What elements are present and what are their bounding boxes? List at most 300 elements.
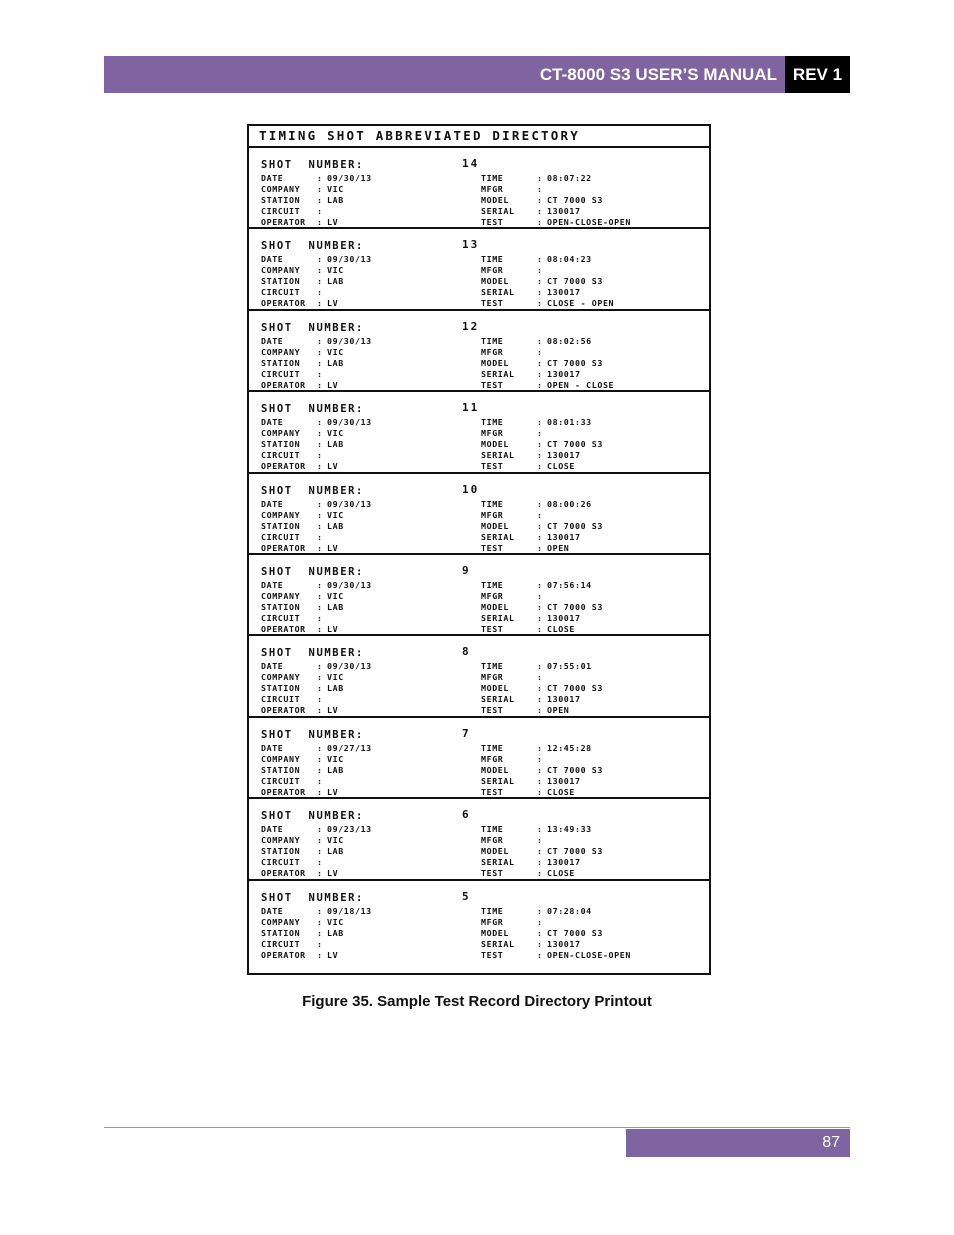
field-row-date [261,254,372,265]
field-separator: : [537,287,543,298]
field-row-test [481,624,603,635]
field-row-time [481,824,603,835]
field-value-company: VIC [327,265,344,276]
field-value-time: 07:56:14 [547,579,592,590]
field-label-serial: SERIAL [481,694,515,705]
field-value-operator: LV [327,786,339,797]
field-label-test: TEST [481,217,504,227]
field-label-date: DATE [261,173,284,183]
field-row-company [261,672,372,683]
field-row-station [261,602,372,613]
shot-number-label: SHOT NUMBER: [261,159,364,171]
field-separator: : [317,276,323,287]
field-label-serial: SERIAL [481,612,515,623]
field-separator: : [317,623,323,634]
field-label-circuit: CIRCUIT [261,938,301,949]
field-label-company: COMPANY [261,184,301,194]
field-value-model: CT 7000 S3 [547,195,603,205]
field-value-time: 08:00:26 [547,498,592,509]
field-value-date: 09/27/13 [327,742,372,753]
field-row-station [261,928,372,939]
field-separator: : [317,531,323,542]
field-label-station: STATION [261,601,301,612]
field-label-circuit: CIRCUIT [261,694,301,705]
field-separator: : [317,938,323,949]
field-separator: : [317,439,323,450]
field-row-test [481,868,603,879]
field-separator: : [537,579,543,590]
field-separator: : [317,742,323,753]
field-row-station [261,521,372,532]
field-separator: : [537,623,543,634]
shot-record [249,148,709,229]
field-value-serial: 130017 [547,938,581,949]
field-label-circuit: CIRCUIT [261,857,301,868]
field-row-test [481,950,631,961]
field-separator: : [537,173,543,183]
field-value-date: 09/30/13 [327,254,372,265]
field-separator: : [537,206,543,216]
field-separator: : [537,753,543,764]
shot-record [249,474,709,555]
field-separator: : [317,184,323,194]
field-separator: : [537,661,543,672]
left-field-column [261,336,372,391]
field-row-station [261,439,372,450]
shot-number-value: 13 [462,238,480,252]
field-row-company [261,265,372,276]
field-separator: : [317,868,323,879]
field-separator: : [317,905,323,916]
field-row-model [481,683,603,694]
shot-number-value: 11 [462,401,480,415]
field-value-serial: 130017 [547,531,581,542]
field-row-time [481,499,603,510]
field-value-model: CT 7000 S3 [547,520,603,531]
field-row-model [481,439,603,450]
field-row-serial [481,857,603,868]
shot-number-label: SHOT NUMBER: [261,321,364,334]
field-separator: : [537,428,543,439]
field-value-company: VIC [327,753,344,764]
figure-caption: Figure 35. Sample Test Record Directory Printout [302,993,652,1010]
left-field-column [261,417,372,472]
field-value-station: LAB [327,927,344,938]
field-value-time: 07:28:04 [547,905,592,916]
field-label-date: DATE [261,742,284,753]
field-label-model: MODEL [481,927,509,938]
right-field-column [481,417,603,472]
field-separator: : [317,335,323,346]
field-row-operator [261,461,372,472]
field-row-mfgr [481,510,603,521]
right-field-column [481,824,603,879]
field-label-operator: OPERATOR [261,786,306,797]
field-row-mfgr [481,347,614,358]
header-bar [104,56,785,93]
field-row-model [481,602,603,613]
right-field-column [481,743,603,798]
field-value-time: 08:02:56 [547,335,592,346]
field-separator: : [537,857,543,868]
field-value-station: LAB [327,276,344,287]
field-value-test: CLOSE [547,623,575,634]
field-label-station: STATION [261,764,301,775]
page-number: 87 [822,1134,840,1151]
field-label-mfgr: MFGR [481,265,504,276]
field-row-mfgr [481,184,631,195]
field-label-mfgr: MFGR [481,590,504,601]
shot-number-label: SHOT NUMBER: [261,810,364,823]
field-separator: : [317,846,323,857]
field-separator: : [537,949,543,960]
field-label-test: TEST [481,623,504,634]
field-separator: : [317,949,323,960]
field-separator: : [537,357,543,368]
field-value-station: LAB [327,357,344,368]
field-label-mfgr: MFGR [481,672,504,683]
field-separator: : [537,195,543,205]
field-separator: : [317,417,323,428]
left-field-column [261,824,372,879]
field-row-circuit [261,776,372,787]
field-row-time [481,254,614,265]
field-label-operator: OPERATOR [261,217,306,227]
field-label-serial: SERIAL [481,206,515,216]
field-separator: : [317,498,323,509]
field-value-operator: LV [327,623,339,634]
printout-title: TIMING SHOT ABBREVIATED DIRECTORY [249,126,709,148]
field-value-date: 09/30/13 [327,498,372,509]
field-value-model: CT 7000 S3 [547,927,603,938]
field-label-operator: OPERATOR [261,461,306,472]
field-separator: : [317,509,323,520]
field-value-model: CT 7000 S3 [547,439,603,450]
field-label-time: TIME [481,254,504,265]
field-row-serial [481,532,603,543]
field-row-time [481,173,631,184]
field-separator: : [317,753,323,764]
field-row-circuit [261,694,372,705]
shot-number-value: 9 [462,563,471,577]
field-separator: : [317,346,323,357]
field-label-serial: SERIAL [481,857,515,868]
shot-number-label: SHOT NUMBER: [261,647,364,660]
field-value-station: LAB [327,520,344,531]
field-row-station [261,765,372,776]
field-value-model: CT 7000 S3 [547,276,603,287]
field-row-company [261,510,372,521]
field-row-serial [481,939,631,950]
field-row-circuit [261,613,372,624]
field-separator: : [317,173,323,183]
field-separator: : [537,379,543,390]
left-field-column [261,580,372,635]
field-value-model: CT 7000 S3 [547,357,603,368]
field-separator: : [537,775,543,786]
field-value-station: LAB [327,195,344,205]
field-value-operator: LV [327,217,339,227]
shot-number-label: SHOT NUMBER: [261,403,364,416]
field-value-operator: LV [327,461,339,472]
field-separator: : [537,542,543,553]
field-separator: : [537,590,543,601]
field-value-model: CT 7000 S3 [547,846,603,857]
field-label-station: STATION [261,276,301,287]
field-row-date [261,417,372,428]
field-label-date: DATE [261,905,284,916]
field-row-date [261,824,372,835]
field-label-date: DATE [261,254,284,265]
field-separator: : [537,868,543,879]
field-label-circuit: CIRCUIT [261,206,301,216]
field-value-date: 09/30/13 [327,579,372,590]
field-separator: : [317,217,323,227]
field-separator: : [537,786,543,797]
field-label-date: DATE [261,661,284,672]
field-label-time: TIME [481,579,504,590]
right-field-column [481,580,603,635]
field-separator: : [537,742,543,753]
field-separator: : [317,927,323,938]
shot-number-value: 10 [462,482,480,496]
field-value-model: CT 7000 S3 [547,683,603,694]
field-row-test [481,217,631,228]
field-value-company: VIC [327,184,344,194]
field-separator: : [537,346,543,357]
field-label-time: TIME [481,498,504,509]
field-label-mfgr: MFGR [481,916,504,927]
field-value-serial: 130017 [547,287,581,298]
field-value-operator: LV [327,298,339,309]
field-label-model: MODEL [481,195,509,205]
field-separator: : [537,927,543,938]
field-row-station [261,276,372,287]
field-row-operator [261,624,372,635]
footer-divider [104,1127,850,1128]
shot-number-label: SHOT NUMBER: [261,484,364,497]
field-separator: : [537,938,543,949]
field-row-circuit [261,450,372,461]
field-label-test: TEST [481,786,504,797]
field-separator: : [317,590,323,601]
field-label-model: MODEL [481,764,509,775]
right-field-column [481,173,631,228]
field-separator: : [537,417,543,428]
field-separator: : [537,764,543,775]
field-value-time: 07:55:01 [547,661,592,672]
field-row-mfgr [481,591,603,602]
field-value-operator: LV [327,379,339,390]
field-label-operator: OPERATOR [261,542,306,553]
field-separator: : [317,764,323,775]
field-separator: : [537,498,543,509]
field-label-company: COMPANY [261,590,301,601]
field-row-circuit [261,287,372,298]
field-separator: : [317,601,323,612]
field-label-circuit: CIRCUIT [261,368,301,379]
field-separator: : [317,824,323,835]
field-label-company: COMPANY [261,265,301,276]
left-field-column [261,906,372,961]
field-row-test [481,461,603,472]
field-separator: : [537,824,543,835]
field-separator: : [317,357,323,368]
left-field-column [261,743,372,798]
field-label-time: TIME [481,824,504,835]
field-row-test [481,705,603,716]
field-separator: : [537,276,543,287]
field-label-date: DATE [261,824,284,835]
field-row-mfgr [481,428,603,439]
field-label-company: COMPANY [261,509,301,520]
field-separator: : [537,450,543,461]
field-row-operator [261,787,372,798]
field-separator: : [317,379,323,390]
field-separator: : [537,265,543,276]
field-value-serial: 130017 [547,612,581,623]
field-label-station: STATION [261,357,301,368]
field-value-operator: LV [327,868,339,879]
field-row-company [261,591,372,602]
field-value-station: LAB [327,764,344,775]
field-label-operator: OPERATOR [261,705,306,716]
field-value-serial: 130017 [547,775,581,786]
field-value-date: 09/30/13 [327,417,372,428]
field-separator: : [317,672,323,683]
field-row-serial [481,450,603,461]
field-label-operator: OPERATOR [261,623,306,634]
field-label-mfgr: MFGR [481,184,504,194]
field-value-test: OPEN-CLOSE-OPEN [547,949,631,960]
field-label-test: TEST [481,542,504,553]
field-label-operator: OPERATOR [261,379,306,390]
field-row-circuit [261,369,372,380]
field-separator: : [537,672,543,683]
field-label-model: MODEL [481,520,509,531]
field-label-station: STATION [261,846,301,857]
field-label-serial: SERIAL [481,531,515,542]
field-row-operator [261,543,372,554]
field-separator: : [537,705,543,716]
field-label-station: STATION [261,439,301,450]
field-label-operator: OPERATOR [261,298,306,309]
field-separator: : [317,916,323,927]
revision-badge: REV 1 [785,56,850,93]
field-value-operator: LV [327,949,339,960]
field-separator: : [317,287,323,298]
field-value-time: 08:04:23 [547,254,592,265]
shot-number-value: 7 [462,726,471,740]
field-separator: : [537,335,543,346]
field-value-serial: 130017 [547,450,581,461]
field-label-circuit: CIRCUIT [261,450,301,461]
field-row-operator [261,868,372,879]
manual-title: CT-8000 S3 USER’S MANUAL [539,65,777,84]
field-row-date [261,173,372,184]
field-value-serial: 130017 [547,857,581,868]
field-row-time [481,661,603,672]
field-label-circuit: CIRCUIT [261,775,301,786]
field-label-circuit: CIRCUIT [261,531,301,542]
field-label-company: COMPANY [261,753,301,764]
shot-number-value: 8 [462,645,471,659]
field-value-company: VIC [327,672,344,683]
field-row-serial [481,369,614,380]
field-separator: : [537,835,543,846]
field-row-operator [261,298,372,309]
field-row-company [261,347,372,358]
field-label-company: COMPANY [261,672,301,683]
field-row-station [261,683,372,694]
field-label-model: MODEL [481,439,509,450]
field-label-test: TEST [481,705,504,716]
field-label-company: COMPANY [261,346,301,357]
left-field-column [261,254,372,309]
shot-record [249,392,709,473]
field-separator: : [317,195,323,205]
field-separator: : [537,905,543,916]
field-separator: : [317,579,323,590]
field-row-operator [261,217,372,228]
field-row-circuit [261,206,372,217]
field-value-serial: 130017 [547,368,581,379]
field-value-date: 09/30/13 [327,661,372,672]
record-list [249,148,709,962]
left-field-column [261,661,372,716]
field-value-operator: LV [327,542,339,553]
field-separator: : [537,531,543,542]
field-label-time: TIME [481,661,504,672]
field-row-model [481,846,603,857]
field-separator: : [317,450,323,461]
left-field-column [261,173,372,228]
shot-record [249,799,709,880]
field-value-test: CLOSE [547,868,575,879]
field-row-model [481,195,631,206]
field-separator: : [317,705,323,716]
field-value-company: VIC [327,428,344,439]
field-value-time: 08:07:22 [547,173,592,183]
field-row-date [261,580,372,591]
field-separator: : [537,184,543,194]
field-label-circuit: CIRCUIT [261,287,301,298]
field-label-serial: SERIAL [481,368,515,379]
field-value-test: OPEN - CLOSE [547,379,615,390]
field-label-station: STATION [261,195,301,205]
field-row-circuit [261,939,372,950]
field-value-serial: 130017 [547,206,581,216]
shot-record [249,555,709,636]
field-label-company: COMPANY [261,428,301,439]
field-label-serial: SERIAL [481,287,515,298]
field-value-station: LAB [327,683,344,694]
shot-record [249,636,709,717]
field-label-model: MODEL [481,601,509,612]
shot-number-value: 14 [462,157,480,170]
field-value-test: CLOSE - OPEN [547,298,615,309]
field-label-mfgr: MFGR [481,753,504,764]
field-value-test: CLOSE [547,786,575,797]
field-row-company [261,428,372,439]
field-row-date [261,906,372,917]
field-label-serial: SERIAL [481,775,515,786]
field-row-test [481,787,603,798]
field-label-test: TEST [481,461,504,472]
field-separator: : [317,661,323,672]
field-label-test: TEST [481,949,504,960]
shot-record [249,881,709,962]
